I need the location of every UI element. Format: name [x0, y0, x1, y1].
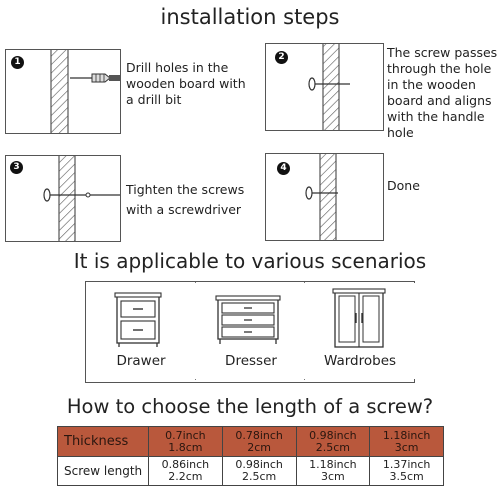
- screw-guide-title: How to choose the length of a screw?: [66, 395, 434, 418]
- scenario-wardrobes: [305, 283, 415, 379]
- step-number-badge: 2: [275, 51, 288, 64]
- step-4-text: Done: [387, 178, 420, 193]
- step-number-badge: 3: [10, 161, 23, 174]
- screw-length-header: Screw length: [58, 457, 149, 486]
- step-number-badge: 1: [11, 56, 24, 69]
- scenario-label: Wardrobes: [323, 353, 397, 369]
- step-2-illustration: [265, 43, 384, 131]
- table-cell: 0.7inch 1.8cm: [149, 427, 223, 457]
- step-3-illustration: [5, 155, 121, 242]
- table-cell: 0.86inch 2.2cm: [149, 457, 223, 486]
- thickness-header: Thickness: [58, 427, 149, 457]
- table-cell: 0.98inch 2.5cm: [222, 457, 296, 486]
- step-1-illustration: [5, 49, 121, 134]
- tighten-screw-diagram: [6, 156, 120, 241]
- table-row-thickness: [58, 427, 444, 457]
- step-2-text: The screw passes through the hole in the wooden board and aligns with the handle hole: [387, 45, 498, 140]
- table-row-screw-length: [58, 457, 444, 486]
- step-number-badge: 4: [277, 162, 290, 175]
- table-cell: 1.37inch 3.5cm: [370, 457, 444, 486]
- step-3-text: Tighten the screws with a screwdriver: [126, 182, 245, 217]
- dresser-icon: [196, 283, 306, 353]
- scenario-label: Dresser: [225, 353, 277, 369]
- wardrobe-icon: [305, 283, 415, 353]
- scenario-label: Drawer: [116, 353, 166, 369]
- scenario-dresser: [196, 283, 306, 379]
- table-cell: 0.78inch 2cm: [222, 427, 296, 457]
- step-1-text: Drill holes in the wooden board with a drill bit: [126, 60, 246, 107]
- step-4-illustration: [265, 153, 384, 241]
- screw-length-table: [57, 426, 444, 486]
- table-cell: 1.18inch 3cm: [296, 457, 370, 486]
- table-cell: 0.98inch 2.5cm: [296, 427, 370, 457]
- scenarios-title: It is applicable to various scenarios: [73, 249, 427, 273]
- scenario-drawer: [86, 283, 196, 379]
- drawer-cabinet-icon: [86, 283, 196, 353]
- table-cell: 1.18inch 3cm: [370, 427, 444, 457]
- page-title: installation steps: [160, 5, 340, 29]
